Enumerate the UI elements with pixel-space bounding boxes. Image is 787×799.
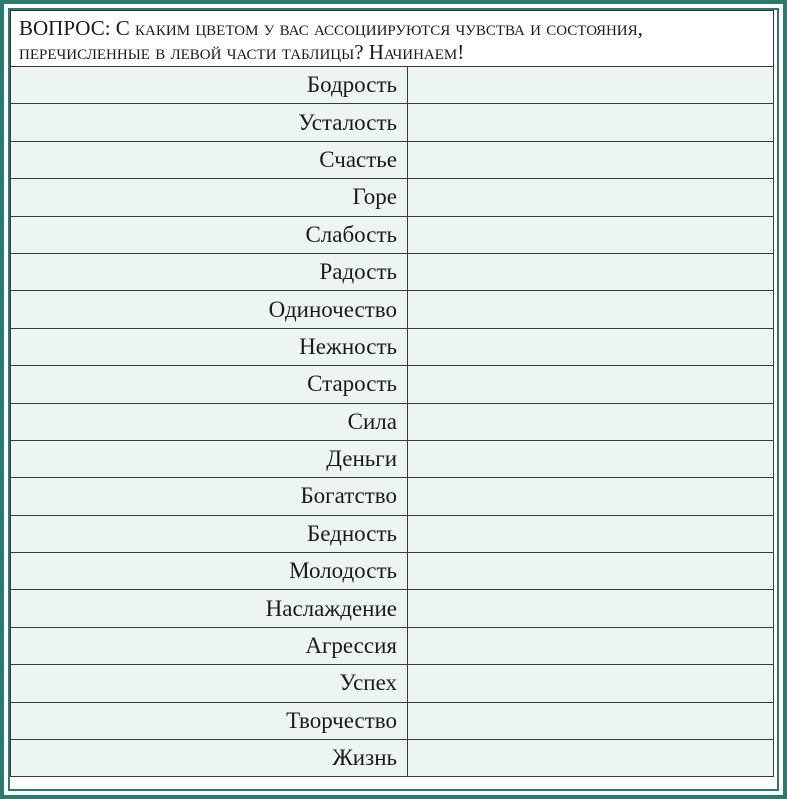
association-table: [10, 66, 774, 777]
table-row: [11, 253, 774, 290]
color-answer-cell[interactable]: [408, 253, 774, 290]
table-row: [11, 440, 774, 477]
feeling-label: Молодость: [11, 553, 408, 590]
table-row: [11, 627, 774, 664]
color-answer-cell[interactable]: [408, 740, 774, 777]
feeling-label: Радость: [11, 253, 408, 290]
feeling-label: Счастье: [11, 141, 408, 178]
color-answer-cell[interactable]: [408, 665, 774, 702]
color-answer-cell[interactable]: [408, 627, 774, 664]
table-row: [11, 67, 774, 104]
table-row: [11, 141, 774, 178]
table-row: [11, 328, 774, 365]
feeling-label: Слабость: [11, 216, 408, 253]
table-row: [11, 702, 774, 739]
table-row: [11, 366, 774, 403]
feeling-label: Богатство: [11, 478, 408, 515]
feeling-label: Одиночество: [11, 291, 408, 328]
feeling-label: Наслаждение: [11, 590, 408, 627]
question-text: С каким цветом у вас ассоциируются чувства и состояния, перечисленные в левой части таблицы? Начинаем!: [19, 16, 643, 64]
color-answer-cell[interactable]: [408, 515, 774, 552]
question-header: [10, 10, 774, 66]
table-row: [11, 216, 774, 253]
feeling-label: Бедность: [11, 515, 408, 552]
feeling-label: Нежность: [11, 328, 408, 365]
color-answer-cell[interactable]: [408, 291, 774, 328]
table-row: [11, 515, 774, 552]
feeling-label: Творчество: [11, 702, 408, 739]
feeling-label: Горе: [11, 179, 408, 216]
table-row: [11, 478, 774, 515]
table-row: [11, 740, 774, 777]
color-answer-cell[interactable]: [408, 216, 774, 253]
feeling-label: Усталость: [11, 104, 408, 141]
color-answer-cell[interactable]: [408, 366, 774, 403]
feeling-label: Жизнь: [11, 740, 408, 777]
feeling-label: Агрессия: [11, 627, 408, 664]
table-row: [11, 590, 774, 627]
color-answer-cell[interactable]: [408, 67, 774, 104]
table-row: [11, 291, 774, 328]
color-answer-cell[interactable]: [408, 553, 774, 590]
table-row: [11, 665, 774, 702]
feeling-label: Старость: [11, 366, 408, 403]
question-label: ВОПРОС:: [19, 16, 111, 40]
color-answer-cell[interactable]: [408, 478, 774, 515]
color-answer-cell[interactable]: [408, 328, 774, 365]
color-answer-cell[interactable]: [408, 440, 774, 477]
color-answer-cell[interactable]: [408, 403, 774, 440]
table-row: [11, 553, 774, 590]
table-row: [11, 104, 774, 141]
color-answer-cell[interactable]: [408, 702, 774, 739]
feeling-label: Сила: [11, 403, 408, 440]
feeling-label: Успех: [11, 665, 408, 702]
table-row: [11, 179, 774, 216]
color-answer-cell[interactable]: [408, 104, 774, 141]
color-answer-cell[interactable]: [408, 179, 774, 216]
table-row: [11, 403, 774, 440]
feeling-label: Деньги: [11, 440, 408, 477]
feeling-label: Бодрость: [11, 67, 408, 104]
color-answer-cell[interactable]: [408, 141, 774, 178]
color-answer-cell[interactable]: [408, 590, 774, 627]
